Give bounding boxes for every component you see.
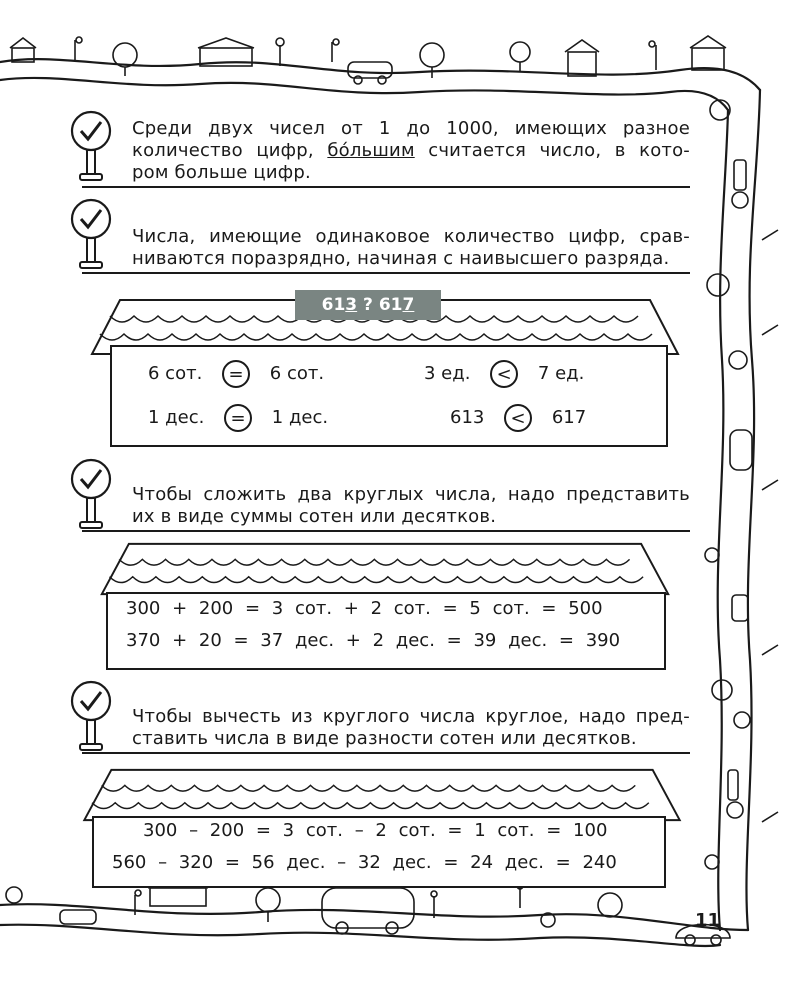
compare-row-2-right	[450, 404, 586, 432]
rule-4-line-2: ставить числа в виде разности сотен или десятков.	[132, 728, 637, 749]
equal-symbol: =	[224, 404, 252, 432]
rule-4-text	[132, 706, 690, 750]
subtraction-line-1: 300 – 200 = 3 сот. – 2 сот. = 1 сот. = 100	[143, 820, 608, 841]
rule-3-line-2: их в виде суммы сотен или десятков.	[132, 506, 497, 527]
compare-row-2-left	[148, 404, 328, 432]
c2-la: 1 дес.	[148, 407, 205, 428]
roof-tiles	[90, 540, 680, 598]
less-symbol: <	[504, 404, 532, 432]
c1-lb: 6 сот.	[269, 363, 325, 384]
check-sign-icon	[70, 198, 112, 278]
rule-1-text	[132, 118, 690, 184]
rule-3-line-1: Чтобы сложить два круглых числа, надо представить	[132, 484, 690, 505]
rule-2-text	[132, 226, 690, 270]
c1-ra: 3 ед.	[424, 363, 471, 384]
rule-3	[70, 458, 690, 534]
rule-2	[70, 198, 690, 274]
rule-1	[70, 110, 690, 192]
rule-1-underline	[82, 186, 690, 188]
addition-line-1: 300 + 200 = 3 сот. + 2 сот. = 5 сот. = 500	[126, 598, 603, 619]
sign-a: 61	[321, 295, 346, 315]
page-number: 11	[695, 910, 721, 931]
compare-row-1-right	[424, 360, 584, 388]
rule-4-line-1: Чтобы вычесть из круглого числа круглое, надо пред-	[132, 706, 690, 727]
rule-3-underline	[82, 530, 690, 532]
sign-question: ?	[357, 295, 379, 315]
rule-2-line-1: Числа, имеющие одинаковое количество цифр, срав-	[132, 226, 690, 247]
equal-symbol: =	[222, 360, 250, 388]
rule-1-emphasis: бо́льшим	[327, 140, 415, 161]
sign-b: 61	[378, 295, 403, 315]
rule-1-line-1: Среди двух чисел от 1 до 1000, имеющих разное	[132, 118, 690, 139]
rule-1-line-3: ром больше цифр.	[132, 162, 311, 183]
comparison-sign	[295, 290, 441, 320]
rule-1-line-2	[132, 140, 690, 162]
c1-la: 6 сот.	[148, 363, 203, 384]
subtraction-line-2: 560 – 320 = 56 дес. – 32 дес. = 24 дес. = 240	[112, 852, 617, 873]
less-symbol: <	[490, 360, 518, 388]
c2-ra: 613	[450, 407, 485, 428]
check-sign-icon	[70, 458, 112, 538]
rule-1-line-2-end: считается число, в кото-	[414, 140, 690, 161]
c1-rb: 7 ед.	[537, 363, 585, 384]
c2-lb: 1 дес.	[271, 407, 329, 428]
sign-a-digit: 3	[345, 295, 358, 315]
sign-b-digit: 7	[402, 295, 415, 315]
check-sign-icon	[70, 110, 112, 190]
rule-4-underline	[82, 752, 690, 754]
rule-2-line-2: ниваются поразрядно, начиная с наивысшего разряда.	[132, 248, 670, 269]
compare-row-1-left	[148, 360, 324, 388]
rule-2-underline	[82, 272, 690, 274]
rule-1-line-2-start: количество цифр,	[132, 140, 328, 161]
addition-line-2: 370 + 20 = 37 дес. + 2 дес. = 39 дес. = 390	[126, 630, 621, 651]
check-sign-icon	[70, 680, 112, 760]
c2-rb: 617	[551, 407, 587, 428]
rule-3-text	[132, 484, 690, 528]
rule-4	[70, 680, 690, 756]
